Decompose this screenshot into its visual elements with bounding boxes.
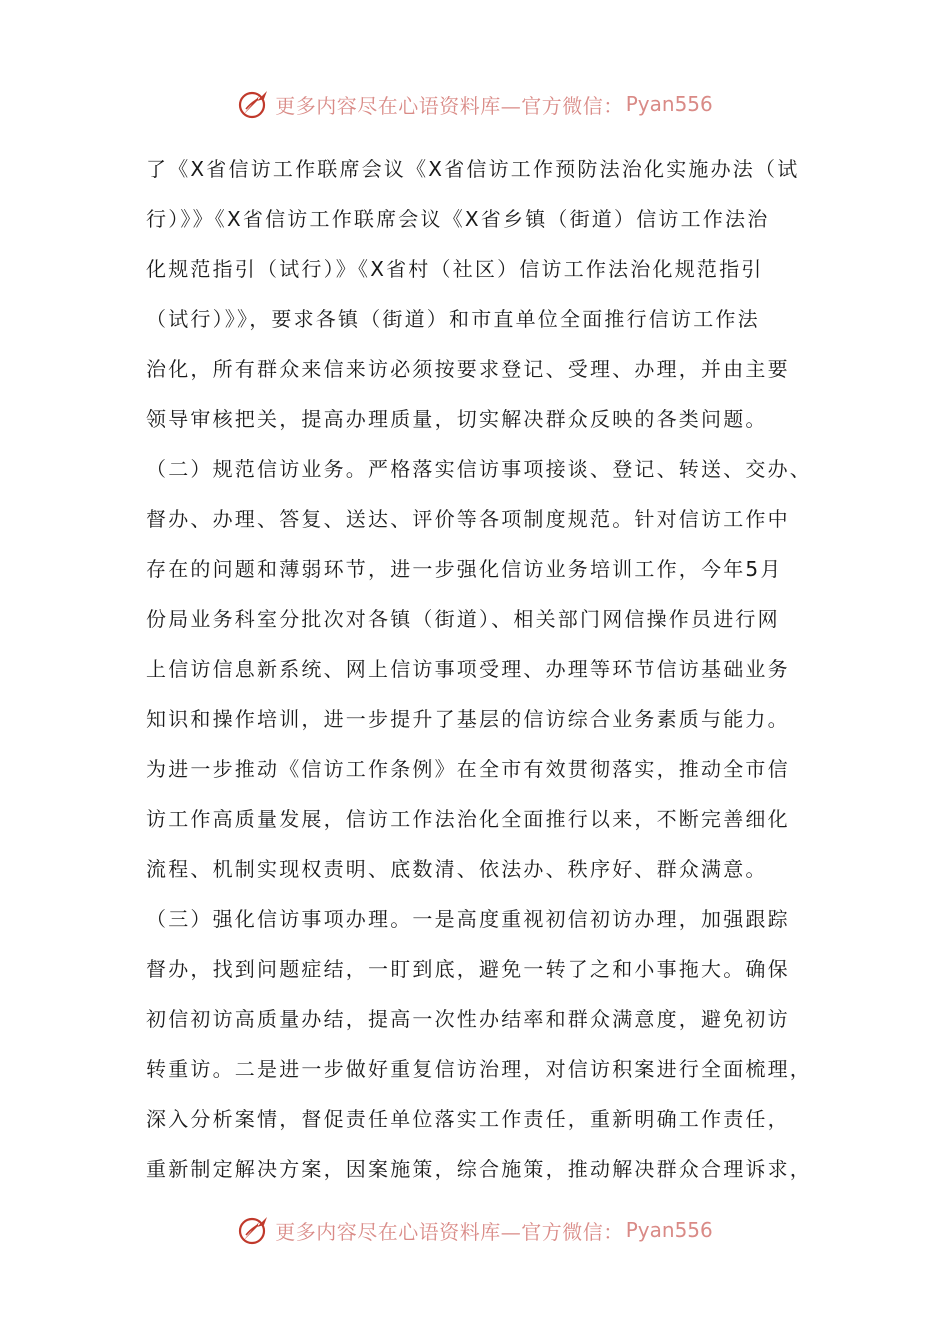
body-line: 行）》》《X省信访工作联席会议《X省乡镇（街道）信访工作法治 — [146, 207, 770, 231]
body-line: 督办、办理、答复、送达、评价等各项制度规范。针对信访工作中 — [146, 507, 790, 531]
body-line: 治化，所有群众来信来访必须按要求登记、受理、办理，并由主要 — [146, 357, 790, 381]
body-line: 存在的问题和薄弱环节，进一步强化信访业务培训工作，今年5月 — [146, 557, 783, 581]
body-line: 了《X省信访工作联席会议《X省信访工作预防法治化实施办法（试 — [146, 157, 800, 181]
watermark-text: 更多内容尽在心语资料库—官方微信： — [275, 93, 624, 118]
document-body — [146, 144, 826, 1194]
body-line: 份局业务科室分批次对各镇（街道）、相关部门网信操作员进行网 — [146, 607, 780, 631]
watermark-wechat-id: Pyan556 — [625, 92, 713, 116]
quill-logo-icon — [237, 1213, 271, 1247]
body-line: 上信访信息新系统、网上信访事项受理、办理等环节信访基础业务 — [146, 657, 790, 681]
body-line: 流程、机制实现权责明、底数清、依法办、秩序好、群众满意。 — [146, 857, 768, 881]
body-line: 化规范指引（试行）》《X省村（社区）信访工作法治化规范指引 — [146, 257, 764, 281]
body-line: 转重访。二是进一步做好重复信访治理，对信访积案进行全面梳理， — [146, 1057, 812, 1081]
header-watermark — [0, 84, 950, 124]
body-line: 访工作高质量发展，信访工作法治化全面推行以来，不断完善细化 — [146, 807, 790, 831]
section-heading-line: （二）规范信访业务。严格落实信访事项接谈、登记、转送、交办、 — [146, 457, 812, 481]
body-line: 知识和操作培训，进一步提升了基层的信访综合业务素质与能力。 — [146, 707, 790, 731]
quill-logo-icon — [237, 87, 271, 121]
body-line: 初信初访高质量办结，提高一次性办结率和群众满意度，避免初访 — [146, 1007, 790, 1031]
body-line: （试行）》》，要求各镇（街道）和市直单位全面推行信访工作法 — [146, 307, 760, 331]
body-line: 重新制定解决方案，因案施策，综合施策，推动解决群众合理诉求， — [146, 1157, 812, 1181]
body-line: 督办，找到问题症结，一盯到底，避免一转了之和小事拖大。确保 — [146, 957, 790, 981]
watermark-text: 更多内容尽在心语资料库—官方微信： — [275, 1219, 624, 1244]
body-line: 为进一步推动《信访工作条例》在全市有效贯彻落实，推动全市信 — [146, 757, 790, 781]
watermark-wechat-id: Pyan556 — [625, 1218, 713, 1242]
footer-watermark — [0, 1210, 950, 1250]
body-line: 领导审核把关，提高办理质量，切实解决群众反映的各类问题。 — [146, 407, 768, 431]
body-line: 深入分析案情，督促责任单位落实工作责任，重新明确工作责任， — [146, 1107, 790, 1131]
section-heading-line: （三）强化信访事项办理。一是高度重视初信初访办理，加强跟踪 — [146, 907, 790, 931]
